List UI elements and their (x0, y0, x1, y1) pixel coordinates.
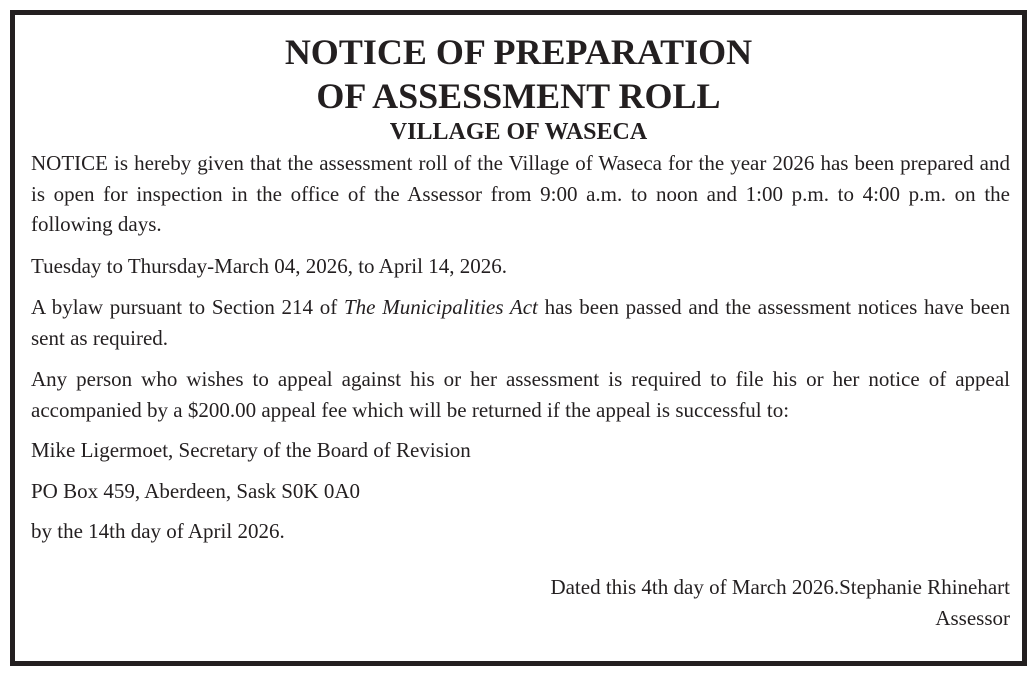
notice-paragraph-intro: NOTICE is hereby given that the assessment roll of the Village of Waseca for the year 2026 has been prepared and is open for inspection in the office of the Assessor from 9:00 a.m. to noon and 1:00 p.m. to 4:00 p.m. on the following days. (31, 151, 1010, 236)
dated-line: Dated this 4th day of March 2026.Stephanie Rhinehart (550, 575, 1010, 599)
notice-paragraph-bylaw (31, 292, 1010, 353)
notice-paragraph-appeal: Any person who wishes to appeal against his or her assessment is required to file his or her notice of appeal accompanied by a $200.00 appeal fee which will be returned if the appeal is successful to: (31, 367, 1010, 422)
signoff (550, 572, 1010, 633)
bylaw-text-start: A bylaw pursuant to Section 214 of (31, 295, 344, 319)
notice-subtitle: VILLAGE OF WASECA (389, 119, 648, 145)
appeal-deadline: by the 14th day of April 2026. (31, 519, 285, 543)
contact-name: Mike Ligermoet, Secretary of the Board of Revision (31, 438, 471, 462)
contact-address: PO Box 459, Aberdeen, Sask S0K 0A0 (31, 478, 360, 503)
bylaw-text-end: has been passed and the assessment notices have been sent as required. (31, 295, 1011, 350)
act-name: The Municipalities Act (344, 295, 538, 319)
notice-body (31, 148, 1010, 558)
notice-title-line-1: NOTICE OF PREPARATION (284, 32, 753, 72)
notice-box (10, 10, 1027, 666)
signer-title: Assessor (935, 605, 1010, 630)
notice-paragraph-dates: Tuesday to Thursday-March 04, 2026, to April 14, 2026. (31, 253, 507, 278)
notice-title-line-2: OF ASSESSMENT ROLL (316, 76, 721, 116)
